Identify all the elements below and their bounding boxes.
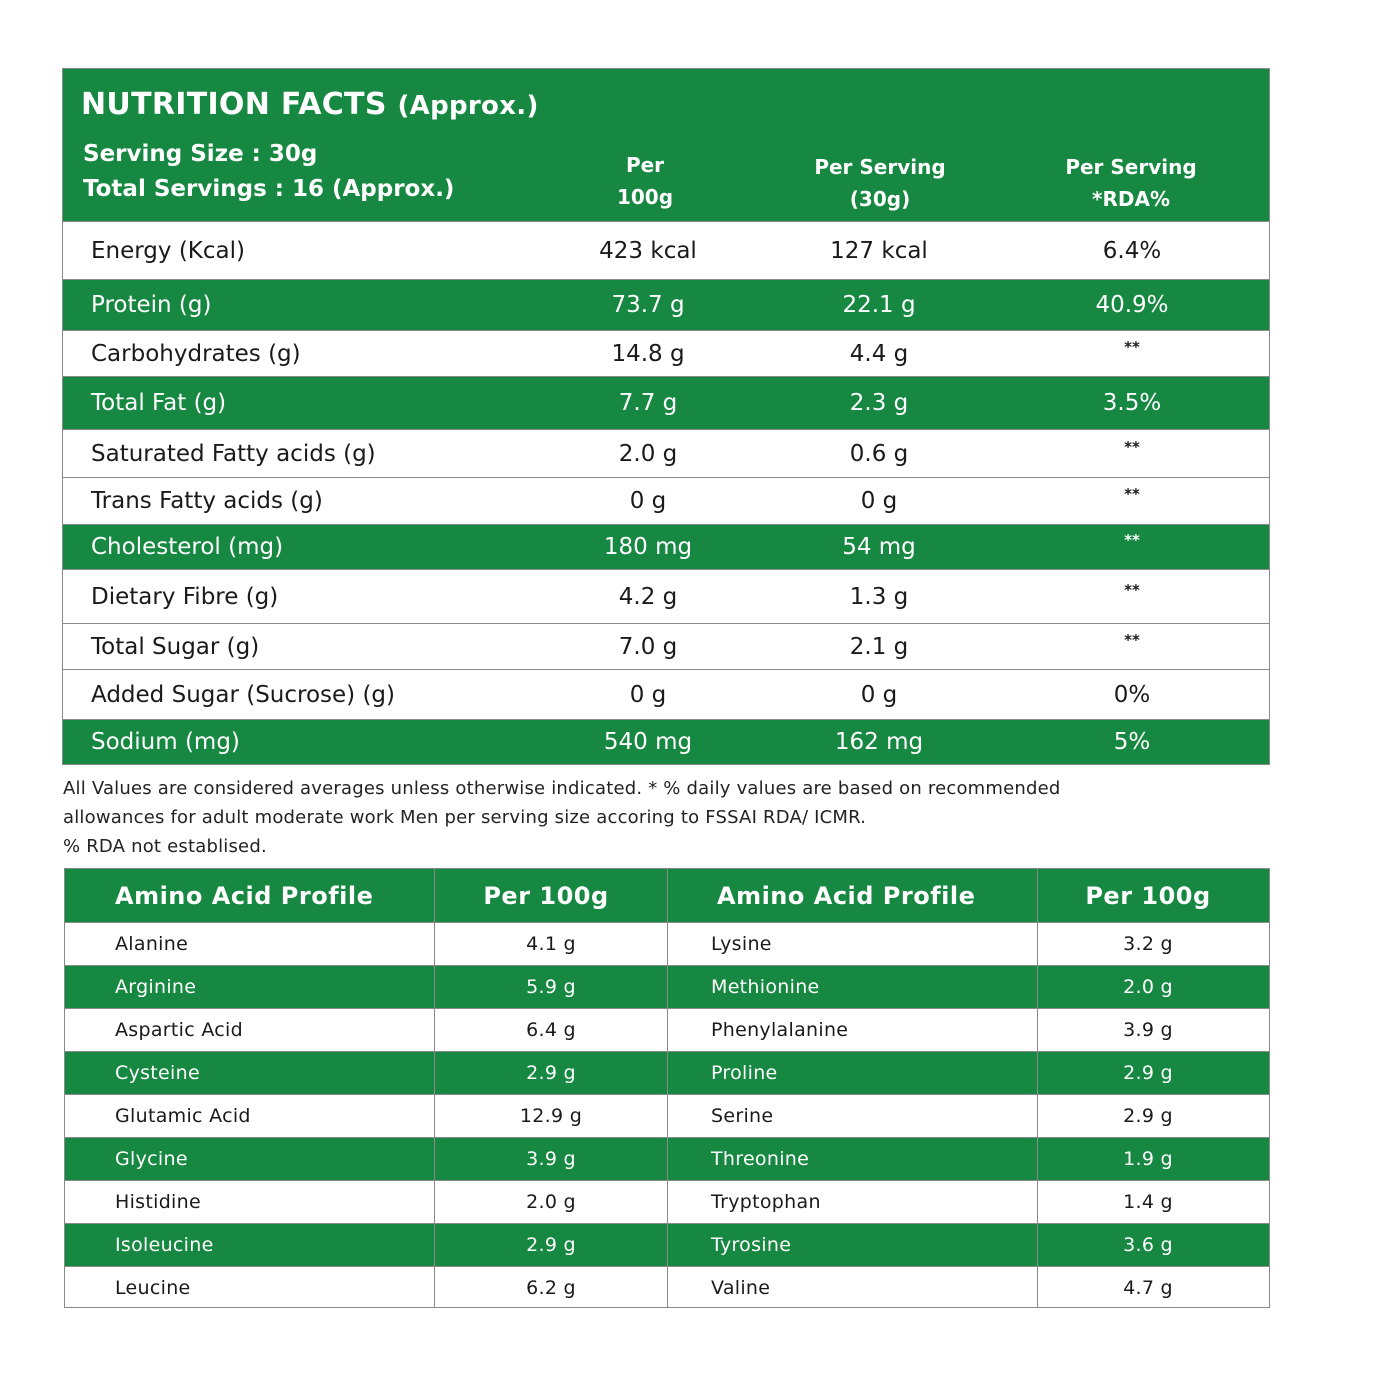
amino-value: 2.9 g: [526, 1062, 576, 1084]
nutrient-rda: **: [1124, 630, 1140, 649]
nutrient-row: [63, 477, 1269, 524]
amino-value: 1.4 g: [1123, 1191, 1173, 1213]
footnote-line-2: allowances for adult moderate work Men per serving size accoring to FSSAI RDA/ ICMR.: [63, 807, 867, 828]
nutrient-per-serving: 0 g: [860, 681, 898, 708]
amino-name: Serine: [711, 1105, 774, 1127]
amino-value: 4.7 g: [1123, 1276, 1173, 1299]
column-divider: [434, 869, 435, 1307]
amino-name: Aspartic Acid: [115, 1019, 243, 1041]
amino-name: Arginine: [115, 976, 197, 998]
nutrient-label: Total Fat (g): [91, 390, 227, 416]
nutrient-rda: **: [1124, 530, 1140, 549]
footnote: [63, 774, 1293, 861]
nutrient-per-serving: 2.1 g: [849, 633, 909, 660]
col-header-rda: Per Serving *RDA%: [1065, 155, 1197, 211]
nutrient-row: [63, 623, 1269, 669]
nutrient-per-serving: 54 mg: [842, 534, 916, 560]
nutrient-label: Carbohydrates (g): [91, 340, 301, 367]
nutrient-per-serving: 4.4 g: [849, 340, 909, 367]
amino-header-value-2: Per 100g: [1085, 881, 1211, 910]
nutrient-per-serving: 127 kcal: [830, 237, 928, 264]
col-header-per-100g: Per 100g: [616, 153, 674, 209]
column-divider: [1037, 869, 1038, 1307]
nutrient-rda: **: [1124, 484, 1140, 503]
nutrient-rda: **: [1124, 437, 1140, 456]
nutrition-title: NUTRITION FACTS (Approx.): [81, 87, 539, 122]
amino-value: 3.2 g: [1123, 933, 1173, 955]
nutrient-rda: **: [1124, 337, 1140, 356]
nutrient-label: Total Sugar (g): [91, 633, 260, 660]
nutrition-facts-table: [62, 68, 1270, 765]
nutrient-label: Dietary Fibre (g): [91, 583, 279, 610]
nutrient-per-serving: 0.6 g: [849, 440, 909, 467]
nutrient-label: Added Sugar (Sucrose) (g): [91, 681, 396, 708]
nutrient-per-100g: 0 g: [629, 488, 667, 514]
nutrient-per-100g: 540 mg: [603, 729, 693, 755]
nutrient-per-serving: 0 g: [860, 488, 898, 514]
nutrient-per-serving: 162 mg: [834, 729, 924, 755]
nutrient-label: Protein (g): [91, 292, 212, 318]
nutrient-per-serving: 22.1 g: [842, 292, 916, 318]
total-servings: Total Servings : 16 (Approx.): [83, 176, 455, 202]
nutrient-rda: 6.4%: [1102, 237, 1162, 264]
nutrient-row: [63, 569, 1269, 623]
amino-name: Glutamic Acid: [115, 1105, 251, 1127]
nutrient-row: [63, 719, 1269, 764]
nutrient-per-100g: 423 kcal: [599, 237, 697, 264]
nutrient-row: [63, 221, 1269, 279]
nutrient-rda: **: [1124, 580, 1140, 599]
amino-name: Methionine: [711, 976, 820, 998]
nutrient-per-100g: 73.7 g: [611, 292, 685, 318]
amino-name: Valine: [711, 1276, 771, 1299]
amino-value: 1.9 g: [1123, 1148, 1173, 1170]
nutrient-rda: 40.9%: [1095, 292, 1169, 318]
serving-size: Serving Size : 30g: [83, 141, 318, 167]
amino-value: 2.0 g: [526, 1191, 576, 1213]
amino-value: 6.4 g: [526, 1019, 576, 1041]
nutrient-row: [63, 524, 1269, 569]
amino-name: Isoleucine: [115, 1234, 214, 1256]
nutrient-per-100g: 7.7 g: [618, 390, 678, 416]
amino-value: 2.0 g: [1123, 976, 1173, 998]
amino-name: Tyrosine: [711, 1234, 792, 1256]
amino-value: 2.9 g: [526, 1234, 576, 1256]
footnote-line-1: All Values are considered averages unless otherwise indicated. * % daily values are based on recommended: [63, 778, 1061, 799]
nutrient-label: Saturated Fatty acids (g): [91, 440, 376, 467]
nutrition-body: [63, 221, 1269, 764]
amino-name: Phenylalanine: [711, 1019, 849, 1041]
amino-header-value-1: Per 100g: [483, 881, 609, 910]
amino-value: 5.9 g: [526, 976, 576, 998]
amino-acid-table: [64, 868, 1270, 1308]
nutrient-per-100g: 4.2 g: [618, 583, 678, 610]
amino-value: 3.9 g: [526, 1148, 576, 1170]
amino-name: Glycine: [115, 1148, 188, 1170]
nutrient-row: [63, 279, 1269, 330]
amino-value: 2.9 g: [1123, 1062, 1173, 1084]
amino-value: 3.9 g: [1123, 1019, 1173, 1041]
nutrient-per-100g: 2.0 g: [618, 440, 678, 467]
footnote-line-3: % RDA not establised.: [63, 836, 267, 857]
nutrient-per-serving: 1.3 g: [849, 583, 909, 610]
amino-value: 6.2 g: [526, 1276, 576, 1299]
nutrient-rda: 3.5%: [1102, 390, 1162, 416]
nutrient-rda: 5%: [1113, 729, 1151, 755]
amino-value: 4.1 g: [526, 933, 576, 955]
amino-header-name-2: Amino Acid Profile: [717, 881, 976, 910]
nutrient-per-100g: 7.0 g: [618, 633, 678, 660]
amino-value: 3.6 g: [1123, 1234, 1173, 1256]
amino-name: Lysine: [711, 933, 772, 955]
amino-name: Histidine: [115, 1191, 201, 1213]
col-header-per-serving: Per Serving (30g): [814, 155, 946, 211]
nutrient-per-serving: 2.3 g: [849, 390, 909, 416]
nutrient-row: [63, 330, 1269, 376]
nutrient-row: [63, 429, 1269, 477]
amino-name: Cysteine: [115, 1062, 200, 1084]
amino-name: Tryptophan: [711, 1191, 821, 1213]
amino-value: 12.9 g: [519, 1105, 583, 1127]
amino-name: Threonine: [711, 1148, 810, 1170]
nutrient-row: [63, 376, 1269, 429]
nutrition-header: [63, 69, 1269, 221]
amino-header-name-1: Amino Acid Profile: [115, 881, 374, 910]
nutrient-label: Trans Fatty acids (g): [91, 488, 323, 514]
nutrient-row: [63, 669, 1269, 719]
amino-name: Proline: [711, 1062, 778, 1084]
nutrient-label: Cholesterol (mg): [91, 534, 284, 560]
nutrient-label: Sodium (mg): [91, 729, 240, 755]
column-divider: [667, 869, 668, 1307]
amino-value: 2.9 g: [1123, 1105, 1173, 1127]
nutrient-rda: 0%: [1113, 681, 1151, 708]
nutrient-per-100g: 0 g: [629, 681, 667, 708]
nutrient-label: Energy (Kcal): [91, 237, 245, 264]
nutrient-per-100g: 180 mg: [603, 534, 693, 560]
nutrient-per-100g: 14.8 g: [611, 340, 685, 367]
amino-name: Leucine: [115, 1276, 191, 1299]
amino-name: Alanine: [115, 933, 189, 955]
